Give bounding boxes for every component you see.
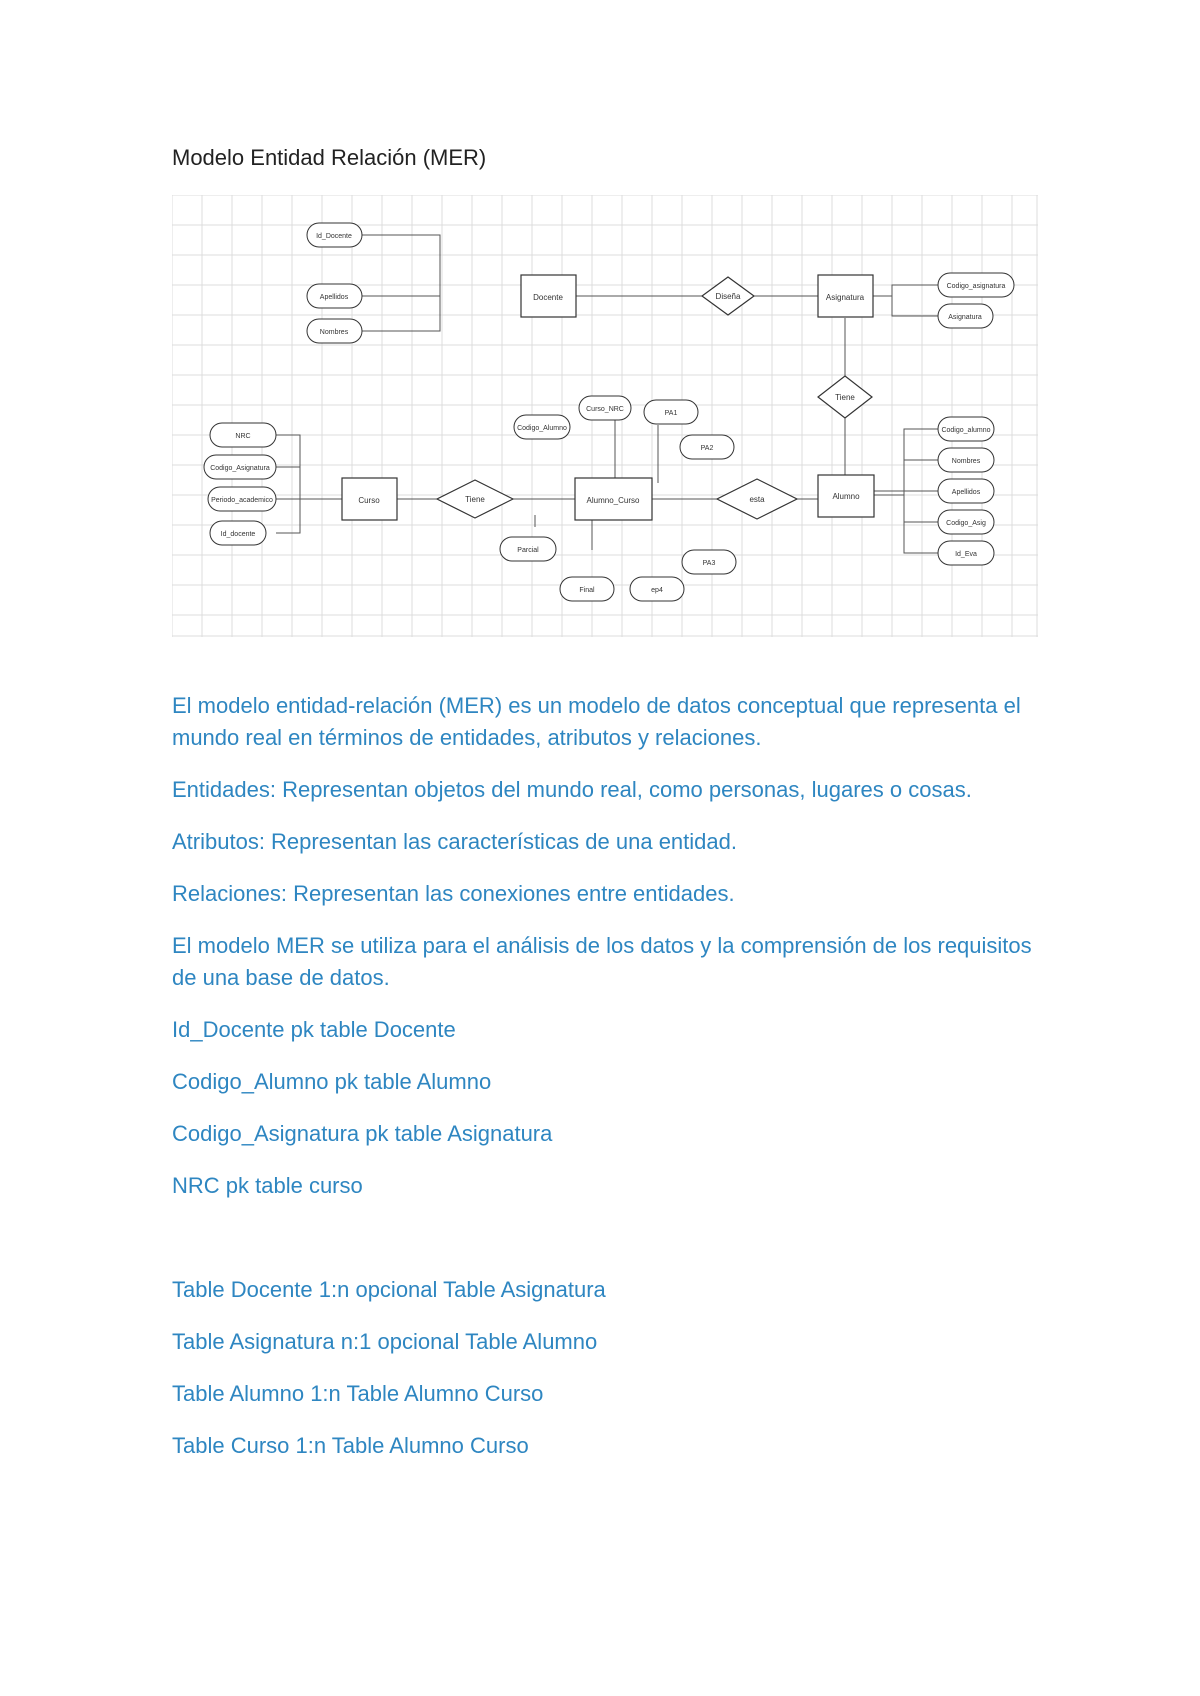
attribute-pa1-label: PA1 (664, 410, 678, 417)
attribute-codigo-asignatura-curso (204, 455, 276, 479)
attribute-apellidos-alumno-label: Apellidos (951, 489, 981, 496)
entity-alumno-label: Alumno (832, 492, 860, 501)
document-body (172, 690, 1052, 1482)
document-title: Modelo Entidad Relación (MER) (172, 145, 487, 170)
relation-tiene-curso-label: Tiene (465, 495, 485, 504)
attribute-final-label: Final (579, 587, 595, 594)
entity-alumno-curso-label: Alumno_Curso (586, 496, 640, 505)
entity-curso-label: Curso (358, 496, 380, 505)
attribute-nombres-alumno-label: Nombres (951, 458, 981, 465)
attribute-asignatura-label: Asignatura (948, 314, 982, 321)
attribute-periodo-academico (208, 487, 276, 511)
relation-esta (717, 479, 797, 519)
attribute-curso-nrc (579, 396, 631, 420)
attribute-pa3 (682, 550, 736, 574)
attribute-curso-nrc-label: Curso_NRC (586, 406, 624, 413)
attribute-apellidos-docente (307, 284, 362, 308)
attribute-codigo-alumno-ac-label: Codigo_Alumno (517, 425, 567, 432)
attribute-ep-label: ep4 (651, 587, 663, 594)
attribute-id-docente-curso (210, 521, 266, 545)
attribute-codigo-asig-alumno (938, 510, 994, 534)
relation-disena (702, 277, 754, 315)
entity-asignatura-label: Asignatura (825, 293, 865, 302)
relation-docente-asignatura: Table Docente 1:n opcional Table Asignatura (172, 1277, 606, 1302)
relation-tiene-label: Tiene (835, 393, 855, 402)
relation-alumno-alumno-curso: Table Alumno 1:n Table Alumno Curso (172, 1381, 544, 1406)
attribute-nombres-docente-label: Nombres (319, 329, 349, 336)
relation-disena-label: Diseña (715, 292, 741, 301)
attribute-codigo-asignatura-curso-label: Codigo_Asignatura (210, 465, 270, 472)
paragraph-relaciones: Relaciones: Representan las conexiones entre entidades. (172, 881, 735, 906)
paragraph-pk-docente: Id_Docente pk table Docente (172, 1017, 456, 1042)
attribute-periodo-academico-label: Periodo_academico (211, 497, 273, 504)
paragraph-uso-mer: El modelo MER se utiliza para el análisis de los datos y la comprensión de los requisitos de una base de datos. (172, 933, 1032, 990)
attribute-nrc-label: NRC (235, 433, 251, 440)
attribute-nrc (210, 423, 276, 447)
attribute-apellidos-alumno (938, 479, 994, 503)
er-diagram (172, 195, 1038, 637)
entity-docente (521, 275, 576, 317)
attribute-pa3-label: PA3 (702, 560, 716, 567)
attribute-codigo-alumno (938, 417, 994, 441)
attribute-apellidos-docente-label: Apellidos (319, 294, 349, 301)
relation-asignatura-alumno: Table Asignatura n:1 opcional Table Alumno (172, 1329, 598, 1354)
paragraph-pk-asignatura: Codigo_Asignatura pk table Asignatura (172, 1121, 553, 1146)
paragraph-intro: El modelo entidad-relación (MER) es un modelo de datos conceptual que representa el mundo real en términos de entidades, atributos y relaciones. (172, 693, 1021, 750)
entity-alumno-curso (575, 478, 652, 520)
attribute-codigo-alumno-ac (514, 415, 570, 439)
attribute-id-docente-curso-label: Id_docente (220, 531, 256, 538)
attribute-id-docente (307, 223, 362, 247)
attribute-pa2 (680, 435, 734, 459)
attribute-asignatura (938, 304, 993, 328)
attribute-codigo-alumno-label: Codigo_alumno (941, 427, 991, 434)
relation-tiene-asignatura-alumno (818, 376, 872, 418)
relation-curso-alumno-curso: Table Curso 1:n Table Alumno Curso (172, 1433, 529, 1458)
entity-asignatura (818, 275, 873, 317)
attribute-final (560, 577, 614, 601)
entity-docente-label: Docente (533, 293, 563, 302)
spacer (172, 1222, 1052, 1274)
attribute-codigo-asignatura (938, 273, 1014, 297)
paragraph-atributos: Atributos: Representan las características de una entidad. (172, 829, 737, 854)
attribute-id-eva-label: Id_Eva (955, 551, 977, 558)
attribute-nombres-docente (307, 319, 362, 343)
attribute-ep (630, 577, 684, 601)
attribute-codigo-asignatura-label: Codigo_asignatura (946, 283, 1006, 290)
attribute-pa2-label: PA2 (700, 445, 714, 452)
attribute-nombres-alumno (938, 448, 994, 472)
entity-alumno (818, 475, 874, 517)
attribute-parcial (500, 537, 556, 561)
paragraph-entidades: Entidades: Representan objetos del mundo real, como personas, lugares o cosas. (172, 777, 972, 802)
paragraph-pk-alumno: Codigo_Alumno pk table Alumno (172, 1069, 492, 1094)
relation-esta-label: esta (749, 495, 765, 504)
paragraph-pk-curso: NRC pk table curso (172, 1173, 363, 1198)
attribute-id-docente-label: Id_Docente (316, 233, 352, 240)
attribute-parcial-label: Parcial (517, 547, 539, 554)
attribute-id-eva (938, 541, 994, 565)
attribute-pa1 (644, 400, 698, 424)
attribute-codigo-asig-alumno-label: Codigo_Asig (946, 520, 986, 527)
entity-curso (342, 478, 397, 520)
